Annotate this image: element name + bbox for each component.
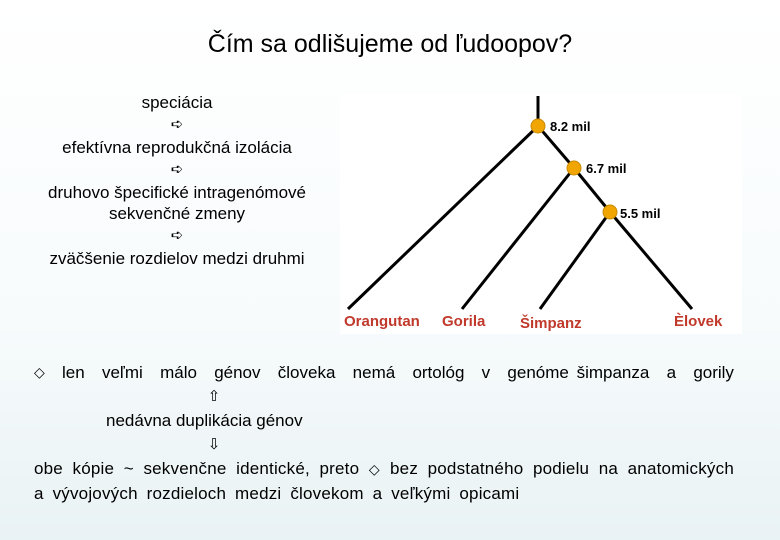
tree-svg — [340, 94, 742, 334]
flow-arrow-icon: ➪ — [170, 116, 184, 133]
identical-copies-conclusion: bez podstatného podielu na anatomických a vývojových rozdieloch medzi človekom a veľkými opicami — [34, 459, 734, 503]
gene-orthology-statement — [34, 361, 734, 385]
statement-word: len — [62, 363, 85, 382]
gene-duplication-statement: nedávna duplikácia génov — [106, 411, 303, 430]
statement-word: nemá — [352, 363, 396, 382]
node-label-8-2: 8.2 mil — [550, 119, 591, 134]
statement-word: málo — [160, 363, 197, 382]
statement-word: gorily — [693, 363, 734, 382]
statement-word: a — [666, 363, 677, 382]
up-arrow-icon: ⇧ — [207, 388, 221, 405]
flow-step-speciation: speciácia — [141, 93, 213, 112]
node-label-6-7: 6.7 mil — [586, 161, 627, 176]
statement-word: človeka — [277, 363, 336, 382]
node-5-5-marker — [603, 205, 617, 219]
speciation-flow — [24, 92, 330, 269]
node-6-7-marker — [567, 161, 581, 175]
slide-title: Čím sa odlišujeme od ľudoopov? — [207, 30, 573, 58]
statement-word: génov — [214, 363, 261, 382]
statement-word: ortológ — [412, 363, 465, 382]
identical-copies-text: obe kópie ~ sekvenčne identické, preto — [34, 459, 360, 478]
diamond-arrow-icon: ◇ — [368, 462, 381, 478]
flow-step-sequence-changes: druhovo špecifické intragenómové sekvenčné zmeny — [48, 183, 306, 223]
leaf-simpanz: Šimpanz — [520, 315, 582, 332]
diamond-bullet-icon: ◇ — [34, 365, 45, 381]
leaf-orangutan: Orangutan — [344, 313, 420, 330]
down-arrow-icon: ⇩ — [207, 436, 221, 453]
conclusion-text — [34, 361, 734, 506]
flow-arrow-icon: ➪ — [170, 227, 184, 244]
branch-to-clovek — [610, 212, 692, 309]
leaf-clovek: Èlovek — [674, 313, 723, 330]
leaf-gorila: Gorila — [442, 313, 486, 330]
node-8-2-marker — [531, 119, 545, 133]
branch-to-gorila — [462, 168, 574, 309]
flow-step-isolation: efektívna reprodukčná izolácia — [62, 138, 292, 157]
branch-to-simpanz — [540, 212, 610, 309]
flow-step-species-differences: zväčšenie rozdielov medzi druhmi — [49, 249, 305, 268]
branch-to-orangutan — [348, 126, 538, 309]
phylogenetic-tree — [340, 94, 742, 334]
statement-word: genóme šimpanza — [507, 363, 650, 382]
flow-arrow-icon: ➪ — [170, 161, 184, 178]
statement-word: veľmi — [101, 363, 143, 382]
identical-copies-statement — [34, 457, 734, 506]
node-label-5-5: 5.5 mil — [620, 206, 661, 221]
statement-word: v — [481, 363, 491, 382]
